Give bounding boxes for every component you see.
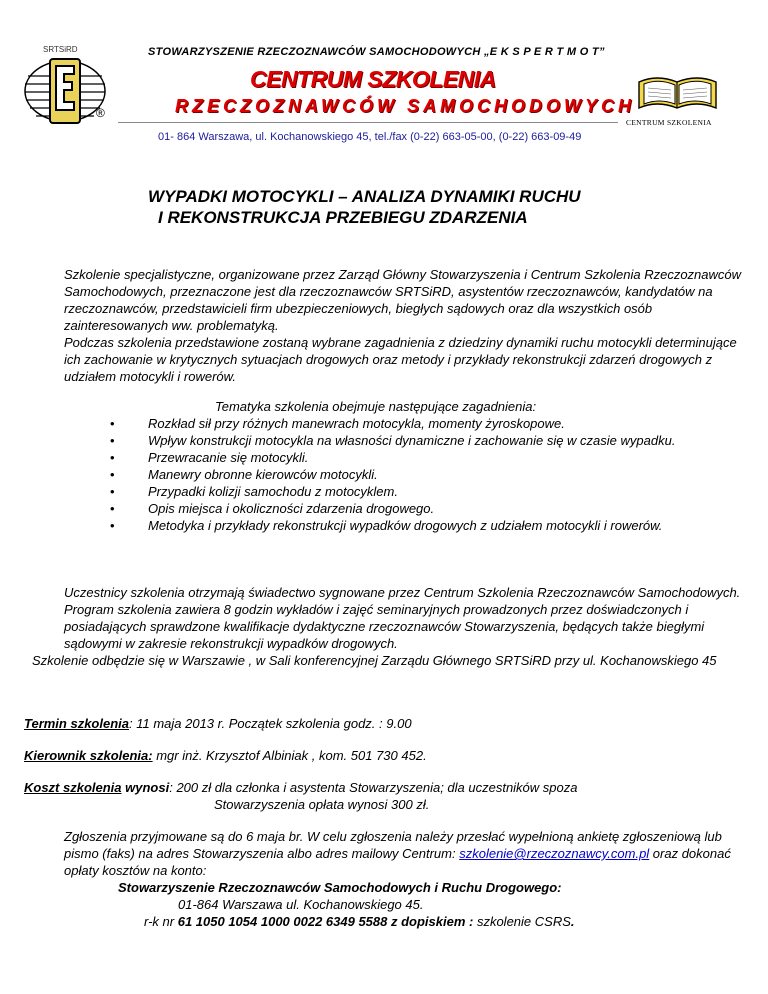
registration-paragraph: Zgłoszenia przyjmowane są do 6 maja br. W celu zgłoszenia należy przesłać wypełnioną ankietę zgłoszeniową lub pismo (faks) na adres Stowarzyszenia albo adres mailowy Centrum: szkolenie@rzeczoznawcy.com.pl oraz dokonać opłaty kosztów na konto: xyxy=(64,829,731,878)
registered-mark: ® xyxy=(96,106,105,120)
manager-label: Kierownik szkolenia: xyxy=(24,748,153,763)
open-book-icon xyxy=(635,70,720,115)
srtsird-logo-label: SRTSiRD xyxy=(43,45,78,54)
email-link[interactable]: szkolenie@rzeczoznawcy.com.pl xyxy=(459,846,650,861)
list-item: • Manewry obronne kierowców motocykli. xyxy=(110,467,378,482)
cost-label-suffix: wynosi xyxy=(121,780,170,795)
list-item: • Wpływ konstrukcji motocykla na własności dynamiczne i zachowanie się w czasie wypadku. xyxy=(110,433,676,448)
bullet-icon: • xyxy=(110,450,115,465)
cost-value: : 200 zł dla członka i asystenta Stowarzyszenia; dla uczestników spoza xyxy=(169,780,578,795)
term-label: Termin szkolenia xyxy=(24,716,129,731)
details-paragraph-1: Uczestnicy szkolenia otrzymają świadectwo sygnowane przez Centrum Szkolenia Rzeczoznawców Samochodowych. xyxy=(64,585,741,600)
manager-value: mgr inż. Krzysztof Albiniak , kom. 501 730 452. xyxy=(152,748,427,763)
topics-heading: Tematyka szkolenia obejmuje następujące zagadnienia: xyxy=(215,399,537,414)
details-paragraph-3: Szkolenie odbędzie się w Warszawie , w Sali konferencyjnej Zarządu Głównego SRTSiRD przy ul. Kochanowskiego 45 xyxy=(32,653,717,668)
account-number: 61 1050 1054 1000 0022 6349 5588 z dopiskiem : xyxy=(177,914,474,929)
bullet-icon: • xyxy=(110,416,115,431)
center-title: CENTRUM SZKOLENIA xyxy=(250,66,496,92)
header-divider xyxy=(118,122,618,123)
document-title xyxy=(148,186,581,228)
title-line-1: WYPADKI MOTOCYKLI – ANALIZA DYNAMIKI RUCHU xyxy=(148,187,581,206)
bullet-icon: • xyxy=(110,467,115,482)
details-paragraph-2: Program szkolenia zawiera 8 godzin wykładów i zajęć seminaryjnych prowadzonych przez doświadczonych i posiadających sprawdzone kwalifikacje dydaktyczne rzeczoznawców Stowarzyszenia, będących także biegłymi sądowymi w zakresie rekonstrukcji wypadków drogowych. xyxy=(64,602,705,651)
intro-section xyxy=(24,266,746,385)
bullet-icon: • xyxy=(110,433,115,448)
bullet-icon: • xyxy=(110,501,115,516)
cost-value-2: Stowarzyszenia opłata wynosi 300 zł. xyxy=(214,797,430,812)
cost-section xyxy=(24,779,746,813)
list-item: • Metodyka i przykłady rekonstrukcji wypadków drogowych z udziałem motocykli i rowerów. xyxy=(110,518,663,533)
details-section xyxy=(24,584,746,669)
topics-list xyxy=(110,415,745,534)
list-item: • Przewracanie się motocykli. xyxy=(110,450,309,465)
contact-address: 01- 864 Warszawa, ul. Kochanowskiego 45, tel./fax (0-22) 663-05-00, (0-22) 663-09-49 xyxy=(158,131,582,143)
bullet-icon: • xyxy=(110,518,115,533)
book-caption: CENTRUM SZKOLENIA xyxy=(626,118,712,127)
list-item: • Przypadki kolizji samochodu z motocyklem. xyxy=(110,484,398,499)
list-item: • Opis miejsca i okoliczności zdarzenia drogowego. xyxy=(110,501,435,516)
bullet-icon: • xyxy=(110,484,115,499)
account-name: Stowarzyszenie Rzeczoznawców Samochodowych i Ruchu Drogowego: xyxy=(118,880,562,895)
cost-label: Koszt szkolenia xyxy=(24,780,122,795)
intro-paragraph-2: Podczas szkolenia przedstawione zostaną wybrane zagadnienia z dziedziny dynamiki ruchu motocykli determinujące ich zachowanie w krytycznych sytuacjach drogowych oraz metody i przykłady rekonstrukcji zdarzeń drogowych z udziałem motocykli i rowerów. xyxy=(64,335,737,384)
manager-line xyxy=(24,747,427,764)
intro-paragraph-1: Szkolenie specjalistyczne, organizowane przez Zarząd Główny Stowarzyszenia i Centrum Szkolenia Rzeczoznawców Samochodowych, przeznaczone jest dla rzeczoznawców SRTSiRD, asystentów rzeczoznawców, kandydatów na rzeczoznawców, przedstawicieli firm ubezpieczeniowych, biegłych sądowych oraz dla wszystkich osób zainteresowanych ww. problematyką. xyxy=(64,267,742,333)
term-value: : 11 maja 2013 r. Początek szkolenia godz. : 9.00 xyxy=(129,716,412,731)
account-number-line: r-k nr 61 1050 1054 1000 0022 6349 5588 z dopiskiem : szkolenie CSRS. xyxy=(144,914,575,929)
term-line xyxy=(24,715,412,732)
account-address: 01-864 Warszawa ul. Kochanowskiego 45. xyxy=(178,897,424,912)
center-subtitle: RZECZOZNAWCÓW SAMOCHODOWYCH xyxy=(175,96,635,116)
title-line-2: I REKONSTRUKCJA PRZEBIEGU ZDARZENIA xyxy=(158,208,528,227)
registration-section xyxy=(24,828,746,930)
organization-name: STOWARZYSZENIE RZECZOZNAWCÓW SAMOCHODOWYCH „E K S P E R T M O T” xyxy=(148,46,605,58)
list-item: • Rozkład sił przy różnych manewrach motocykla, momenty żyroskopowe. xyxy=(110,416,565,431)
